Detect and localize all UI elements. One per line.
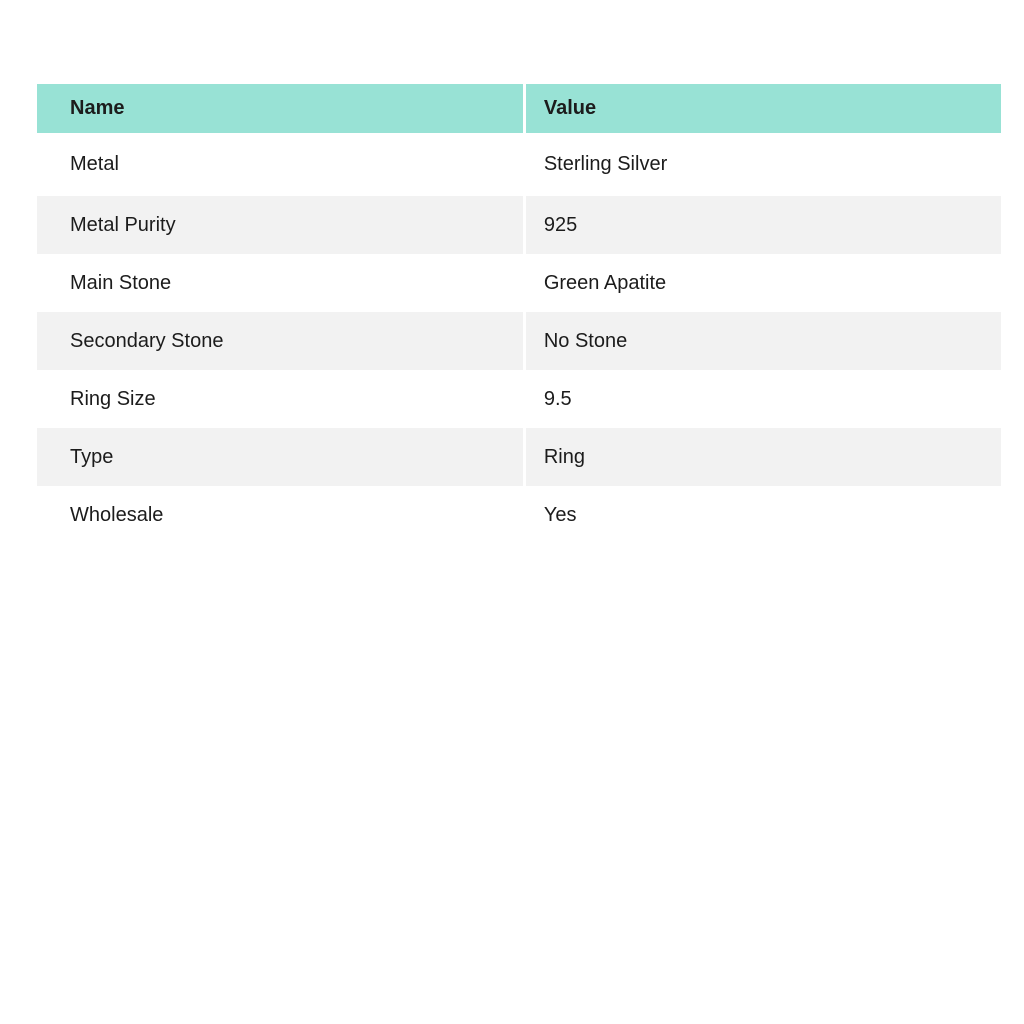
row-value-cell: Ring [523,428,1001,486]
table-row [37,196,1001,254]
row-name-cell: Metal [37,133,523,196]
row-name-cell: Ring Size [37,370,523,428]
table-row [37,428,1001,486]
row-name-cell: Main Stone [37,254,523,312]
table-row [37,486,1001,544]
table-row [37,254,1001,312]
table-body [37,133,1001,544]
row-value-cell: Green Apatite [523,254,1001,312]
row-name-cell: Wholesale [37,486,523,544]
product-spec-table [37,84,1001,544]
row-value-cell: 9.5 [523,370,1001,428]
table-row [37,312,1001,370]
column-header-value: Value [523,84,1001,133]
row-name-cell: Metal Purity [37,196,523,254]
row-value-cell: 925 [523,196,1001,254]
row-value-cell: Yes [523,486,1001,544]
row-name-cell: Secondary Stone [37,312,523,370]
row-name-cell: Type [37,428,523,486]
table-header-row [37,84,1001,133]
table-row [37,370,1001,428]
row-value-cell: No Stone [523,312,1001,370]
row-value-cell: Sterling Silver [523,133,1001,196]
column-header-name: Name [37,84,523,133]
table-row [37,133,1001,196]
